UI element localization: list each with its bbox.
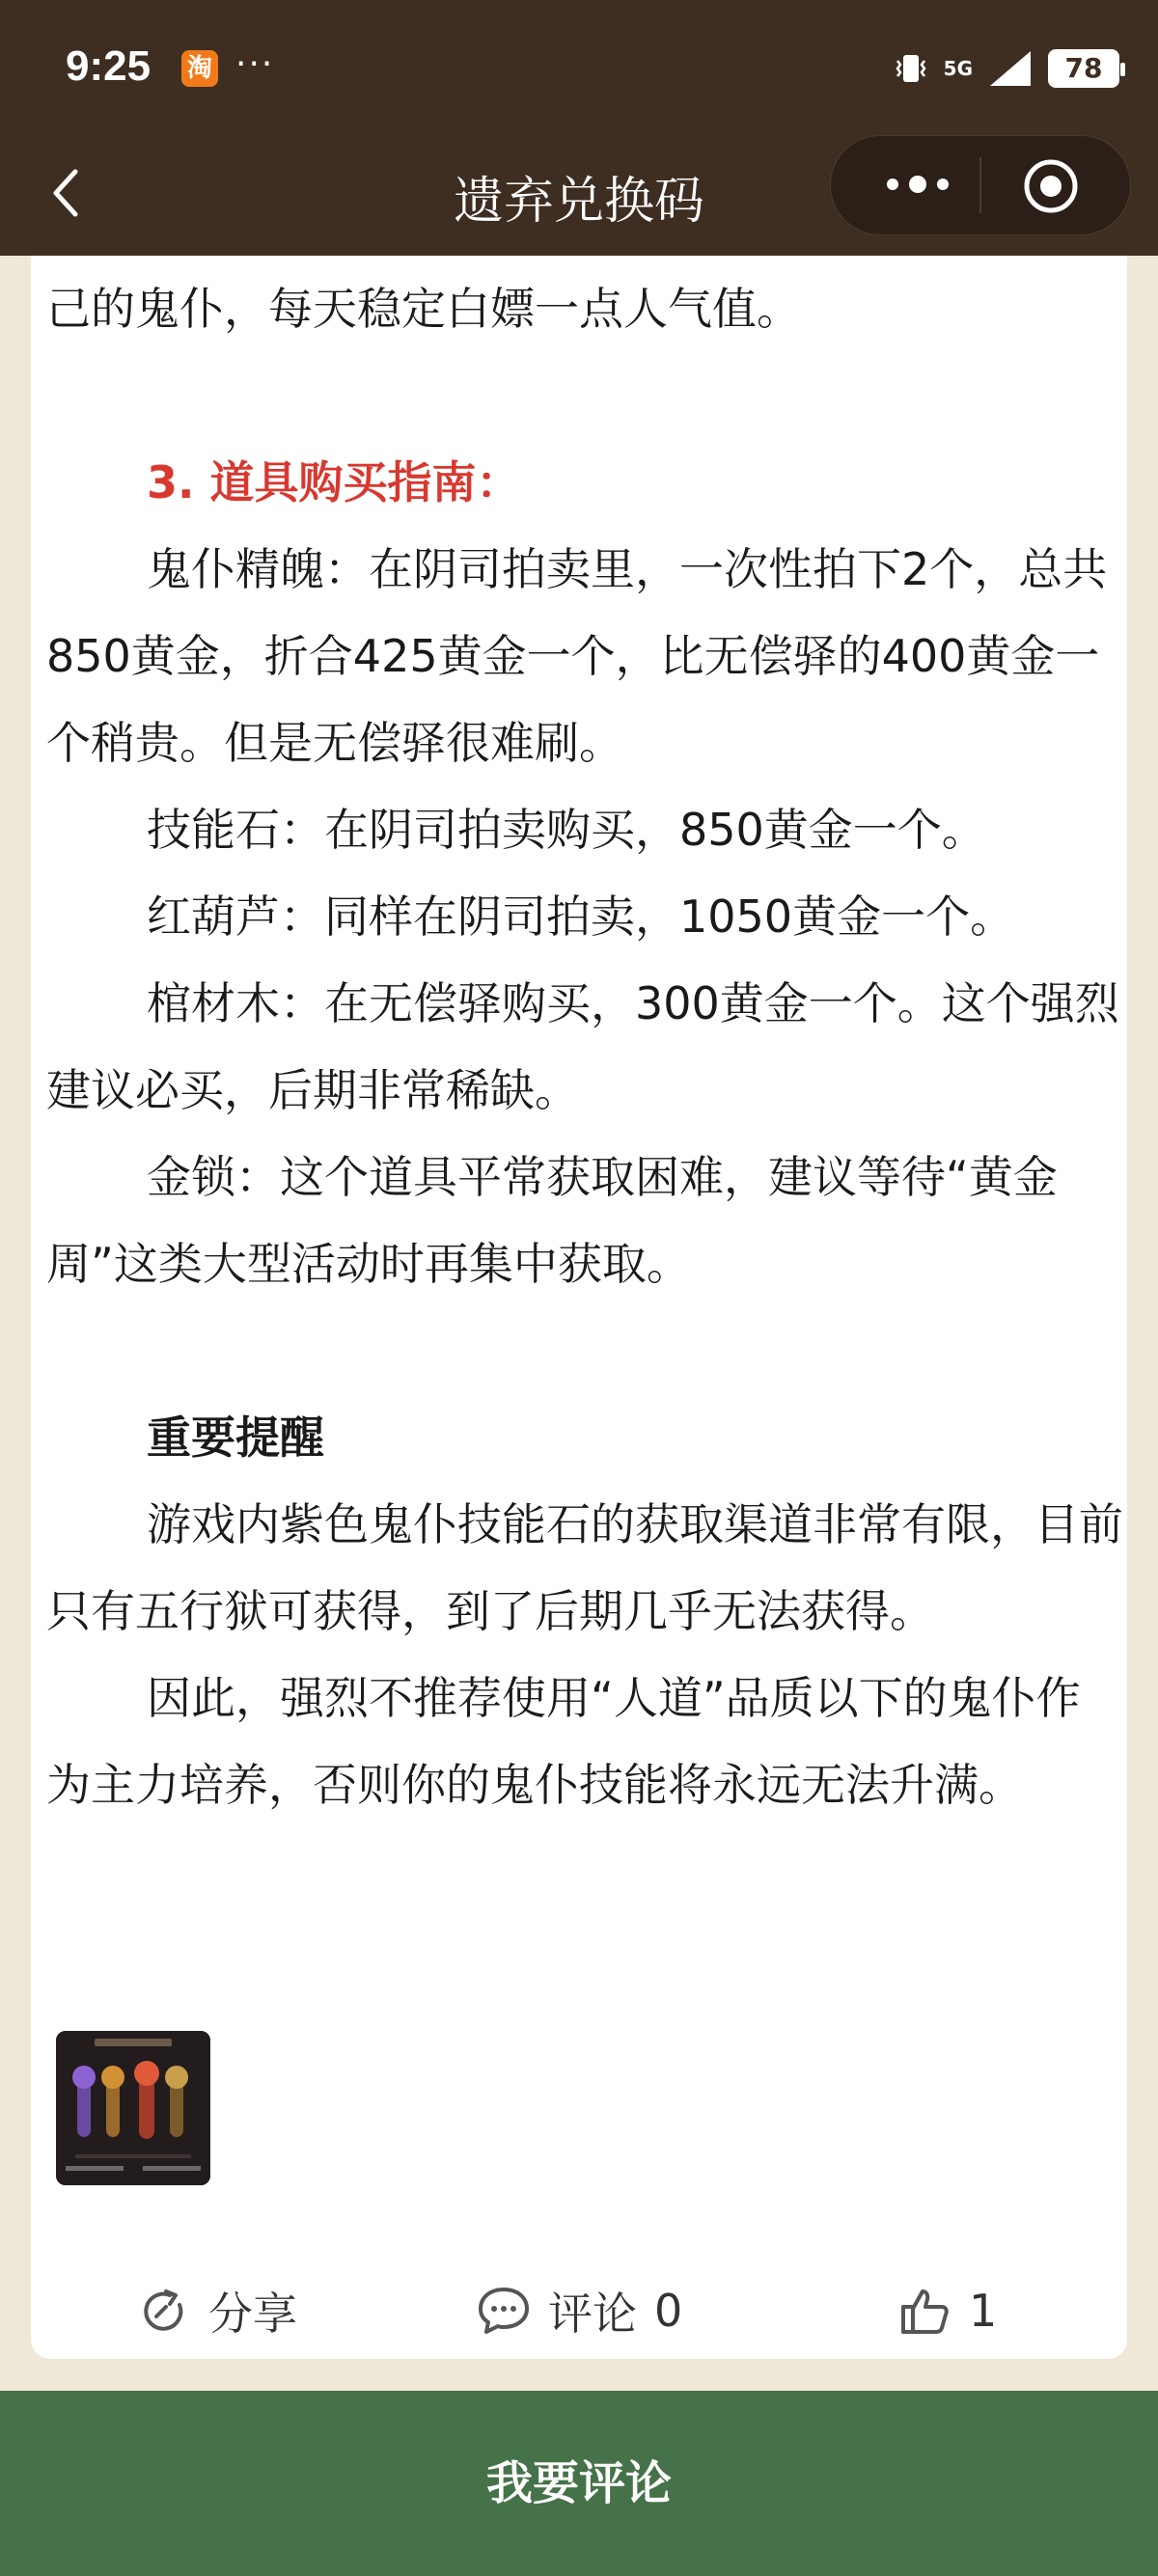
blank-line xyxy=(46,1307,1123,1394)
share-label: 分享 xyxy=(208,2288,297,2340)
section-heading: 3. 道具购买指南： xyxy=(147,456,521,508)
article-paragraph: 金锁：这个道具平常获取困难，建议等待“黄金周”这类大型活动时再集中获取。 xyxy=(46,1151,1058,1290)
blank-line xyxy=(46,352,1123,439)
article-actions xyxy=(31,2267,1127,2354)
signal-icon xyxy=(986,49,1034,88)
article-card xyxy=(31,256,1127,2359)
share-button[interactable] xyxy=(137,2267,297,2354)
comment-button[interactable] xyxy=(477,2267,682,2354)
miniprogram-capsule xyxy=(830,135,1131,235)
article-paragraph: 因此，强烈不推荐使用“人道”品质以下的鬼仆作为主力培养，否则你的鬼仆技能将永远无法升满。 xyxy=(46,1672,1081,1811)
game-screenshot-image xyxy=(56,2031,210,2185)
article-paragraph: 鬼仆精魄：在阴司拍卖里，一次性拍下2个，总共850黄金，折合425黄金一个，比无偿驿的400黄金一个稍贵。但是无偿驿很难刷。 xyxy=(46,543,1108,769)
article-image-thumbnail[interactable] xyxy=(56,2031,210,2185)
article-paragraph: 己的鬼仆，每天稳定白嫖一点人气值。 xyxy=(46,283,801,335)
vibrate-icon xyxy=(892,49,930,88)
notification-more-icon: ··· xyxy=(235,44,275,84)
like-icon xyxy=(897,2284,951,2338)
battery-icon: 78 xyxy=(1048,49,1119,88)
article-paragraph: 棺材木：在无偿驿购买，300黄金一个。这个强烈建议必买，后期非常稀缺。 xyxy=(46,977,1119,1116)
article-paragraph: 技能石：在阴司拍卖购买，850黄金一个。 xyxy=(147,804,986,856)
page-title: 遗弃兑换码 xyxy=(453,173,704,231)
target-icon[interactable] xyxy=(1022,157,1080,215)
navigation-header xyxy=(0,135,1158,256)
taobao-app-icon: 淘 xyxy=(181,50,218,87)
write-comment-button[interactable]: 我要评论 xyxy=(0,2391,1158,2576)
like-button[interactable] xyxy=(897,2267,997,2354)
status-time: 9:25 xyxy=(66,42,152,90)
comment-label: 评论 xyxy=(548,2288,637,2340)
comment-icon xyxy=(477,2284,531,2338)
status-bar xyxy=(0,0,1158,135)
article-paragraph: 游戏内紫色鬼仆技能石的获取渠道非常有限，目前只有五行狱可获得，到了后期几乎无法获得。 xyxy=(46,1498,1123,1637)
comment-count: 0 xyxy=(654,2285,683,2337)
reminder-heading: 重要提醒 xyxy=(147,1411,324,1464)
article-paragraph: 红葫芦：同样在阴司拍卖，1050黄金一个。 xyxy=(147,891,1015,943)
article-body xyxy=(46,256,1123,1828)
like-count: 1 xyxy=(969,2285,998,2337)
share-icon xyxy=(137,2284,191,2338)
system-icons xyxy=(892,46,1119,91)
network-label: 5G xyxy=(943,57,973,80)
capsule-divider xyxy=(979,157,981,213)
more-icon[interactable] xyxy=(879,165,956,204)
